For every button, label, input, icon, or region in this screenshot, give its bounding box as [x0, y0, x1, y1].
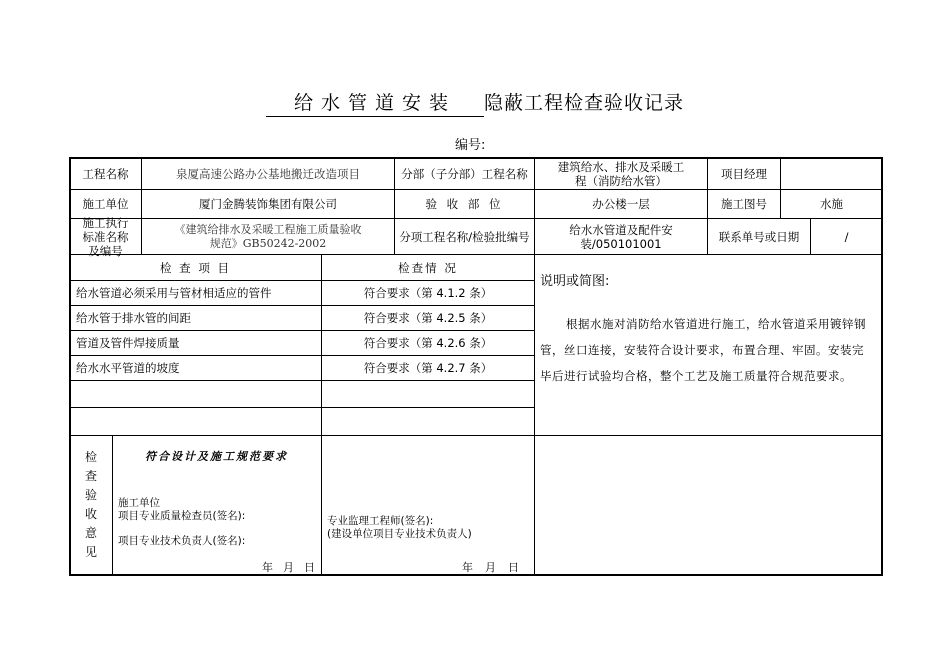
opinion-label-char: 见: [84, 545, 97, 559]
check-status-header: 检查情 况: [321, 254, 535, 281]
page-title: [0, 88, 950, 117]
contractor-value: 厦门金腾装饰集团有限公司: [141, 189, 395, 219]
check-row-status: 符合要求（第 4.2.6 条）: [321, 330, 535, 356]
opinion-supervisor-cell: [321, 435, 535, 576]
contractor-unit-label: 施工单位: [118, 497, 160, 509]
contractor-label: 施工单位: [69, 189, 142, 219]
check-row-empty: [69, 407, 322, 436]
opinion-label-char: 检: [84, 450, 97, 464]
serial-label: 编号:: [455, 138, 486, 153]
check-row-empty: [69, 380, 322, 408]
inspection-conclusion: 符合设计及施工规范要求: [145, 450, 288, 463]
drawing-value: 水施: [780, 189, 883, 219]
check-row-status: 符合要求（第 4.1.2 条）: [321, 280, 535, 306]
project-name-value: 泉厦高速公路办公基地搬迁改造项目: [141, 157, 395, 190]
opinion-label-char: 验: [84, 488, 97, 502]
sub-project-label: 分部（子分部）工程名称: [394, 157, 535, 190]
contact-value: /: [810, 218, 883, 255]
supervisor-signature: 专业监理工程师(签名):: [327, 515, 434, 527]
manager-value: [780, 157, 883, 190]
check-row-item: 给水管于排水管的间距: [69, 305, 322, 331]
standard-value: 《建筑给排水及采暖工程施工质量验收规范》GB50242-2002: [141, 218, 395, 255]
standard-label: 施工执行标准名称及编号: [69, 218, 142, 255]
manager-label: 项目经理: [707, 157, 781, 190]
notes-body: 根据水施对消防给水管道进行施工，给水管道采用镀锌钢管，丝口连接，安装符合设计要求，布置合理、牢固。安装完毕后进行试验均合格，整个工艺及施工质量符合规范要求。: [540, 317, 866, 383]
title-rest: 隐蔽工程检查验收记录: [484, 92, 685, 114]
location-label: 验 收 部 位: [394, 189, 535, 219]
check-row-status: 符合要求（第 4.2.5 条）: [321, 305, 535, 331]
drawing-label: 施工图号: [707, 189, 781, 219]
title-underlined: 给水管道安装: [266, 88, 484, 117]
opinion-label-char: 收: [84, 507, 97, 521]
check-row-item: 管道及管件焊接质量: [69, 330, 322, 356]
item-label: 分项工程名称/检验批编号: [394, 218, 535, 255]
location-value: 办公楼一层: [534, 189, 708, 219]
check-row-empty: [321, 407, 535, 436]
project-name-label: 工程名称: [69, 157, 142, 190]
check-row-empty: [321, 380, 535, 408]
opinion-label-char: 意: [84, 526, 97, 540]
contact-label: 联系单号或日期: [707, 218, 811, 255]
date-right: 年月日: [462, 561, 531, 574]
tech-lead-signature: 项目专业技术负责人(签名):: [118, 535, 246, 547]
opinion-label: [80, 448, 102, 562]
check-row-item: 给水水平管道的坡度: [69, 355, 322, 381]
item-value: 给水水管道及配件安装/050101001: [534, 218, 708, 255]
sub-project-value: 建筑给水、排水及采暖工程（消防给水管）: [534, 157, 708, 190]
check-row-item: 给水管道必须采用与管材相适应的管件: [69, 280, 322, 306]
opinion-label-char: 查: [84, 469, 97, 483]
quality-inspector-signature: 项目专业质量检查员(签名):: [118, 510, 246, 522]
check-row-status: 符合要求（第 4.2.7 条）: [321, 355, 535, 381]
owner-tech-label: (建设单位项目专业技术负责人): [327, 528, 472, 540]
date-left: 年月日: [262, 561, 325, 574]
notes-heading: 说明或简图:: [540, 274, 610, 289]
check-item-header: 检 查 项 目: [69, 254, 322, 281]
